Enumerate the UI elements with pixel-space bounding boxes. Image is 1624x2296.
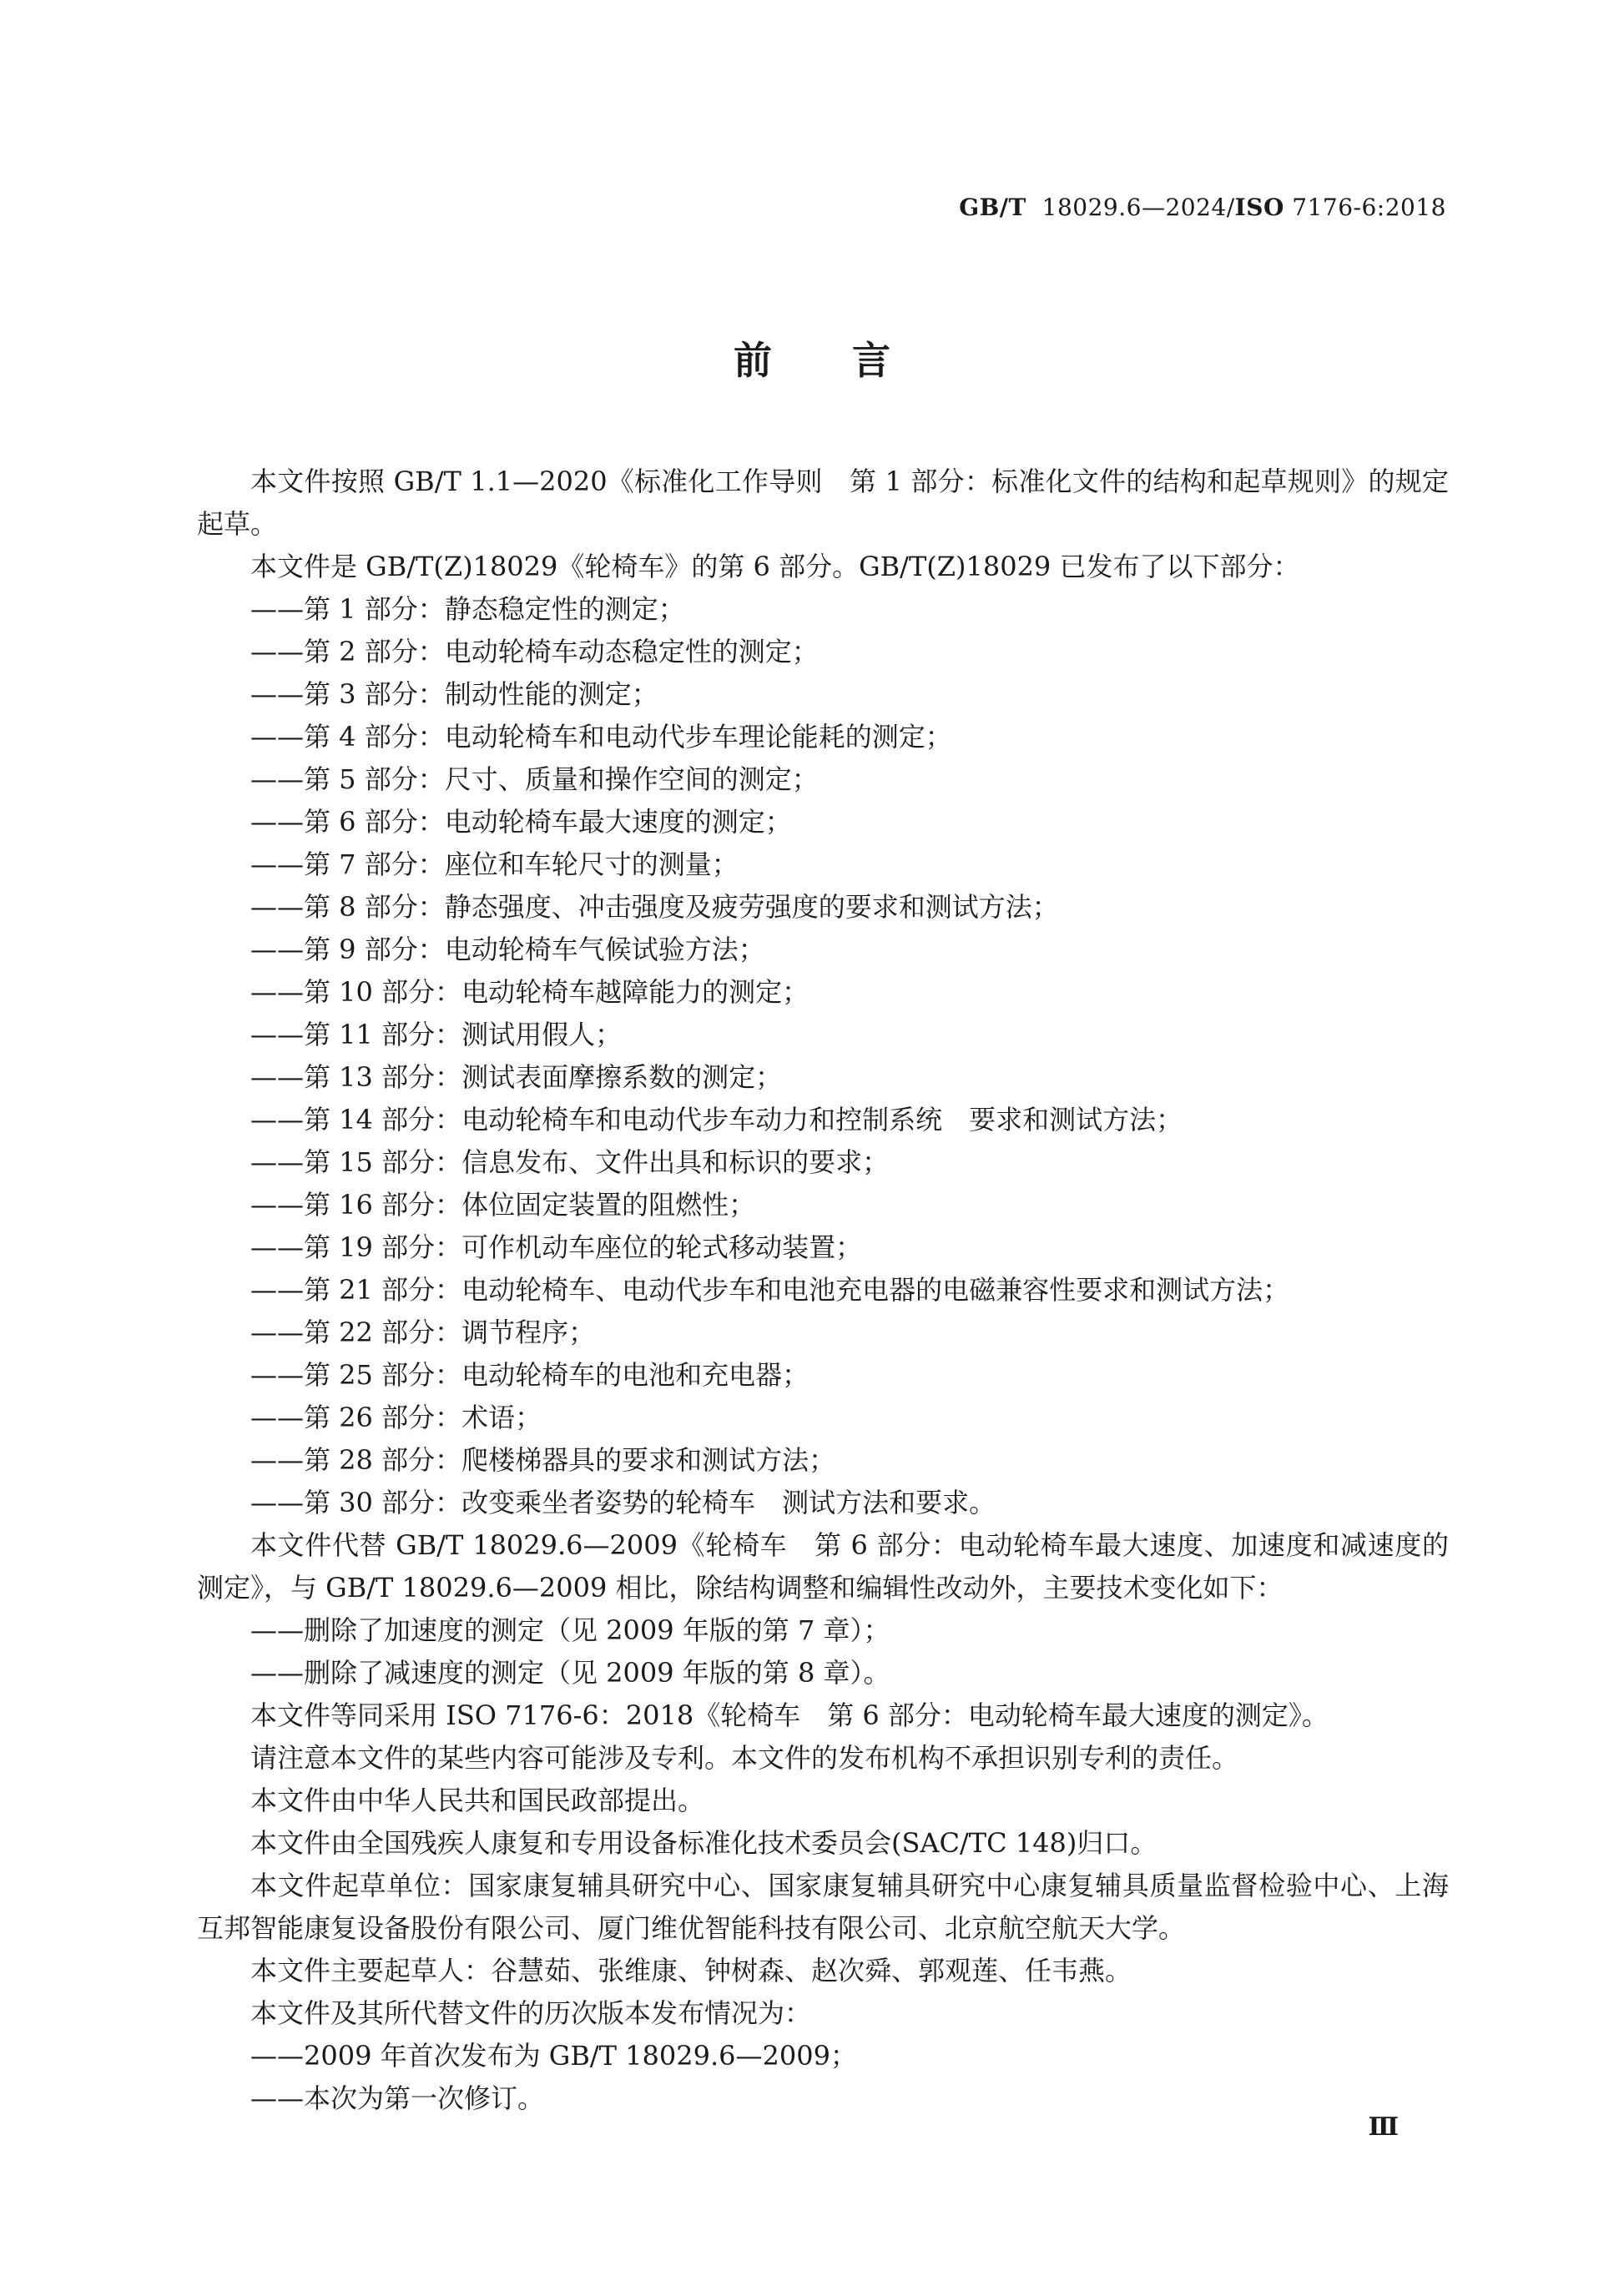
page-number: Ⅲ xyxy=(1368,2112,1399,2142)
list-item: ——删除了加速度的测定（见 2009 年版的第 7 章）； xyxy=(250,1614,890,1646)
list-item: ——第 14 部分：电动轮椅车和电动代步车动力和控制系统 要求和测试方法； xyxy=(250,1104,1183,1135)
list-item: ——第 6 部分：电动轮椅车最大速度的测定； xyxy=(250,806,792,838)
list-item: ——第 26 部分：术语； xyxy=(250,1402,542,1433)
list-item: ——第 11 部分：测试用假人； xyxy=(250,1019,623,1050)
list-item: ——第 8 部分：静态强度、冲击强度及疲劳强度的要求和测试方法； xyxy=(250,891,1059,923)
paragraph: 请注意本文件的某些内容可能涉及专利。本文件的发布机构不承担识别专利的责任。 xyxy=(250,1742,1239,1774)
paragraph: 本文件由全国残疾人康复和专用设备标准化技术委员会(SAC/TC 148)归口。 xyxy=(250,1827,1157,1859)
list-item: ——第 25 部分：电动轮椅车的电池和充电器； xyxy=(250,1359,809,1391)
paragraph: 本文件由中华人民共和国民政部提出。 xyxy=(250,1785,705,1816)
paragraph: 本文件按照 GB/T 1.1—2020《标准化工作导则 第 1 部分：标准化文件的结构和起草规则》的规定起草。 xyxy=(197,466,1449,540)
iso-number: 7176-6:2018 xyxy=(1292,194,1446,221)
list-item: ——第 2 部分：电动轮椅车动态稳定性的测定； xyxy=(250,636,819,667)
list-item: ——第 4 部分：电动轮椅车和电动代步车理论能耗的测定； xyxy=(250,721,952,753)
list-item: ——删除了减速度的测定（见 2009 年版的第 8 章）。 xyxy=(250,1657,890,1689)
list-item: ——第 16 部分：体位固定装置的阻燃性； xyxy=(250,1189,756,1221)
list-item: ——本次为第一次修订。 xyxy=(250,2082,545,2114)
iso-prefix: ISO xyxy=(1234,194,1284,221)
list-item: ——第 28 部分：爬楼梯器具的要求和测试方法； xyxy=(250,1444,836,1476)
list-item: ——第 5 部分：尺寸、质量和操作空间的测定； xyxy=(250,763,819,795)
paragraph: 本文件代替 GB/T 18029.6—2009《轮椅车 第 6 部分：电动轮椅车最大速度、加速度和减速度的测定》，与 GB/T 18029.6—2009 相比，除结构调整和编辑性改动外，主要技术变化如下： xyxy=(197,1529,1449,1604)
list-item: ——第 7 部分：座位和车轮尺寸的测量； xyxy=(250,848,739,880)
list-item: ——第 3 部分：制动性能的测定； xyxy=(250,678,658,710)
foreword-body xyxy=(197,461,1449,2120)
list-item: ——第 30 部分：改变乘坐者姿势的轮椅车 测试方法和要求。 xyxy=(250,1487,996,1518)
paragraph: 本文件主要起草人：谷慧茹、张维康、钟树森、赵次舜、郭观莲、任韦燕。 xyxy=(250,1955,1132,1986)
std-number: 18029.6—2024/ xyxy=(1041,194,1235,221)
paragraph: 本文件等同采用 ISO 7176-6：2018《轮椅车 第 6 部分：电动轮椅车最大速度的测定》。 xyxy=(250,1699,1329,1731)
list-item: ——第 19 部分：可作机动车座位的轮式移动装置； xyxy=(250,1231,863,1263)
list-item: ——第 13 部分：测试表面摩擦系数的测定； xyxy=(250,1061,783,1093)
paragraph: 本文件及其所代替文件的历次版本发布情况为： xyxy=(250,1997,812,2029)
standard-number-header xyxy=(959,194,1446,221)
list-item: ——第 1 部分：静态稳定性的测定； xyxy=(250,593,685,625)
paragraph: 本文件起草单位：国家康复辅具研究中心、国家康复辅具研究中心康复辅具质量监督检验中心、上海互邦智能康复设备股份有限公司、厦门维优智能科技有限公司、北京航空航天大学。 xyxy=(197,1870,1449,1944)
list-item: ——第 22 部分：调节程序； xyxy=(250,1317,596,1348)
page-title: 前言 xyxy=(734,338,971,383)
list-item: ——第 9 部分：电动轮椅车气候试验方法； xyxy=(250,934,765,965)
list-item: ——第 10 部分：电动轮椅车越障能力的测定； xyxy=(250,976,809,1008)
list-item: ——2009 年首次发布为 GB/T 18029.6—2009； xyxy=(250,2040,857,2072)
std-prefix: GB/T xyxy=(959,194,1026,221)
list-item: ——第 15 部分：信息发布、文件出具和标识的要求； xyxy=(250,1146,890,1178)
paragraph: 本文件是 GB/T(Z)18029《轮椅车》的第 6 部分。GB/T(Z)18029 已发布了以下部分： xyxy=(250,551,1300,582)
list-item: ——第 21 部分：电动轮椅车、电动代步车和电池充电器的电磁兼容性要求和测试方法； xyxy=(250,1274,1290,1306)
